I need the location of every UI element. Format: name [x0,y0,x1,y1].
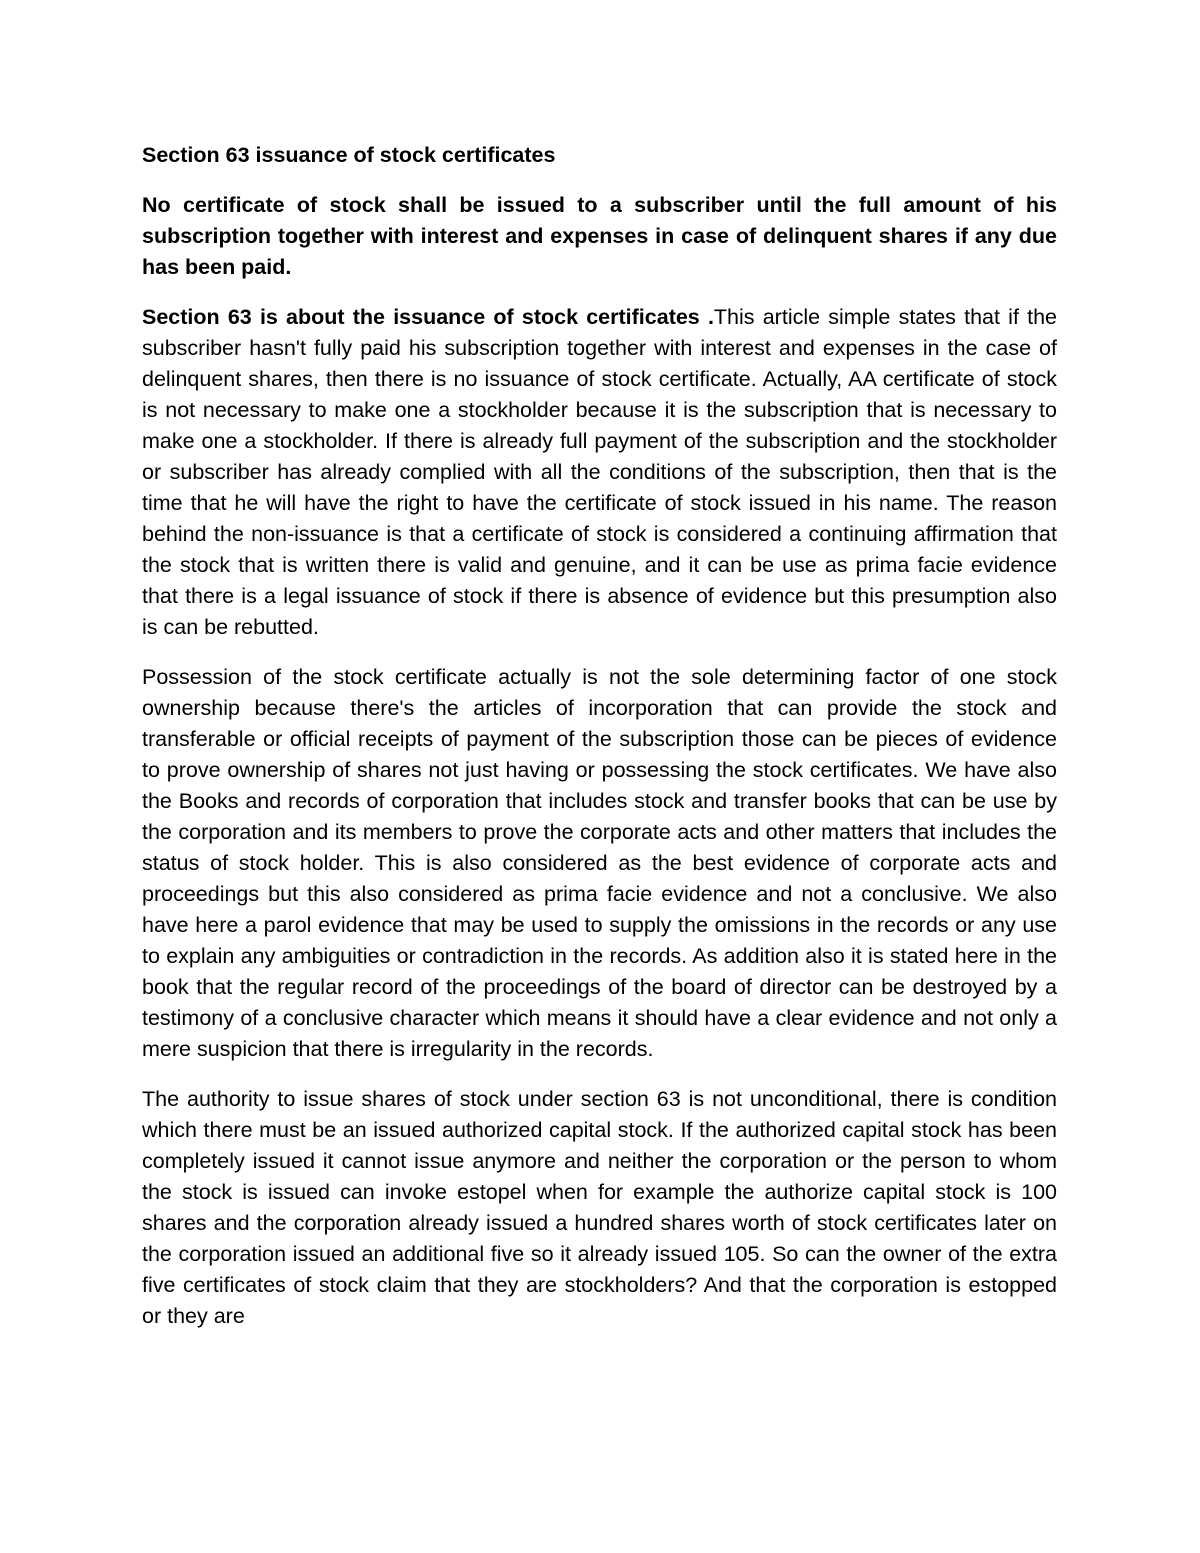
paragraph-3: The authority to issue shares of stock under section 63 is not unconditional, there is condition which there must be an issued authorized capital stock. If the authorized capital stock has been completely issued it cannot issue anymore and neither the corporation or the person to whom the stock is issued can invoke estopel when for example the authorize capital stock is 100 shares and the corporation already issued a hundred shares worth of stock certificates later on the corporation issued an additional five so it already issued 105. So can the owner of the extra five certificates of stock claim that they are stockholders? And that the corporation is estopped or they are [142,1087,1057,1328]
paragraph-2: Possession of the stock certificate actually is not the sole determining factor of one stock ownership because there's the articles of incorporation that can provide the stock and transferable or official receipts of payment of the subscription those can be pieces of evidence to prove ownership of shares not just having or possessing the stock certificates. We have also the Books and records of corporation that includes stock and transfer books that can be use by the corporation and its members to prove the corporate acts and other matters that includes the status of stock holder. This is also considered as the best evidence of corporate acts and proceedings but this also considered as prima facie evidence and not a conclusive. We also have here a parol evidence that may be used to supply the omissions in the records or any use to explain any ambiguities or contradiction in the records. As addition also it is stated here in the book that the regular record of the proceedings of the board of director can be destroyed by a testimony of a conclusive character which means it should have a clear evidence and not only a mere suspicion that there is irregularity in the records. [142,665,1057,1061]
document-page [142,140,1057,1351]
provision-text: No certificate of stock shall be issued to a subscriber until the full amount of his subscription together with interest and expenses in case of delinquent shares if any due has been paid. [142,193,1057,279]
document-title: Section 63 issuance of stock certificates [142,143,556,167]
paragraph-1-lead: Section 63 is about the issuance of stock certificates . [142,305,714,329]
paragraph-1-body: This article simple states that if the subscriber hasn't fully paid his subscription together with interest and expenses in the case of delinquent shares, then there is no issuance of stock certificate. Actually, AA certificate of stock is not necessary to make one a stockholder because it is the subscription that is necessary to make one a stockholder. If there is already full payment of the subscription and the stockholder or subscriber has already complied with all the conditions of the subscription, then that is the time that he will have the right to have the certificate of stock issued in his name. The reason behind the non-issuance is that a certificate of stock is considered a continuing affirmation that the stock that is written there is valid and genuine, and it can be use as prima facie evidence that there is a legal issuance of stock if there is absence of evidence but this presumption also is can be rebutted. [142,305,1057,639]
paragraph-1 [142,302,1057,643]
